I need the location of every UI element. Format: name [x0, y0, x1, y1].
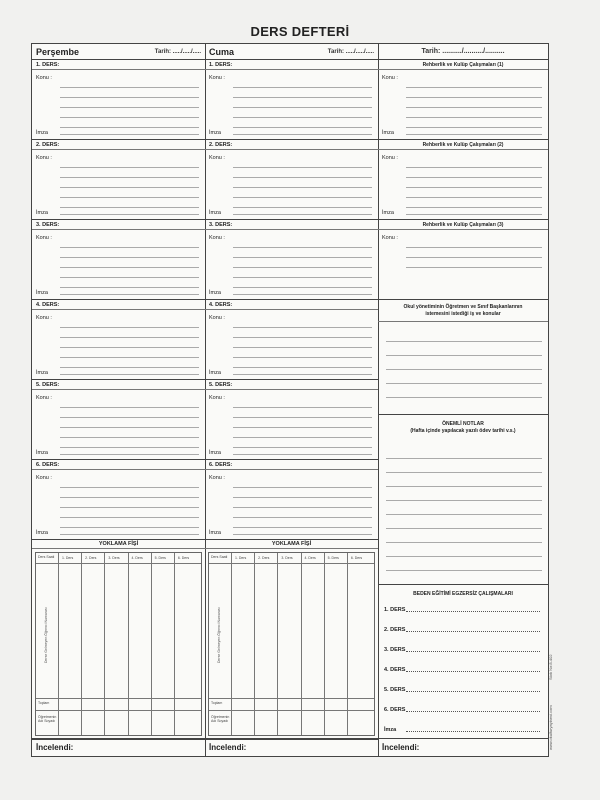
- write-line[interactable]: [60, 498, 199, 508]
- writing-lines[interactable]: [233, 478, 372, 528]
- signature-line[interactable]: [60, 294, 199, 295]
- attendance-cell[interactable]: [324, 710, 347, 736]
- date-field[interactable]: Tarih: ...../...../.....: [327, 48, 374, 55]
- lesson-number: 3. DERS:: [32, 220, 205, 230]
- column-header: 3. Ders: [108, 556, 120, 560]
- attendance-cell[interactable]: [324, 698, 347, 710]
- signature-line[interactable]: [60, 454, 199, 455]
- write-line[interactable]: [233, 408, 372, 418]
- column-header: 2. Ders: [258, 556, 270, 560]
- signature-line[interactable]: [233, 214, 372, 215]
- day-name: Perşembe: [36, 46, 80, 57]
- teacher-sign-label: Öğretmenin Adı Soyadı: [38, 715, 57, 723]
- date-field[interactable]: Tarih: ...../...../.....: [154, 48, 201, 55]
- attendance-cell[interactable]: [58, 698, 81, 710]
- write-line[interactable]: [60, 348, 199, 358]
- write-line[interactable]: [60, 248, 199, 258]
- attendance-cell[interactable]: [231, 563, 254, 698]
- column-header: 1. Ders: [62, 556, 74, 560]
- column-header: 2. Ders: [85, 556, 97, 560]
- pe-title: BEDEN EĞİTİMİ EGZERSİZ ÇALIŞMALARI: [413, 591, 513, 597]
- write-line[interactable]: [233, 188, 372, 198]
- konu-label: Konu :: [209, 315, 225, 321]
- attendance-cell[interactable]: [174, 563, 197, 698]
- lesson-block: [205, 380, 378, 460]
- attendance-cell[interactable]: [174, 710, 197, 736]
- pe-lesson-label: 1. DERS: [384, 607, 406, 613]
- admin-box-title: Okul yönetiminin Öğretmen ve Sınıf Başkanlarının istemesini istediği iş ve konular: [378, 300, 548, 322]
- write-line[interactable]: [233, 248, 372, 258]
- column-header: 5. Ders: [327, 556, 339, 560]
- write-line[interactable]: [60, 428, 199, 438]
- attendance-cell[interactable]: [58, 710, 81, 736]
- attendance-cell[interactable]: [301, 563, 324, 698]
- imza-label: İmza: [209, 370, 221, 376]
- signature-line[interactable]: [60, 534, 199, 535]
- write-line[interactable]: [60, 398, 199, 408]
- attendance-cell[interactable]: [104, 710, 127, 736]
- column-header: 1. Ders: [235, 556, 247, 560]
- konu-label: Konu :: [36, 155, 52, 161]
- guidance-box-2: [378, 140, 548, 220]
- write-line[interactable]: [60, 358, 199, 368]
- attendance-cell[interactable]: [104, 563, 127, 698]
- konu-label: Konu :: [209, 75, 225, 81]
- writing-lines[interactable]: [233, 398, 372, 448]
- write-line[interactable]: [60, 438, 199, 448]
- signature-line[interactable]: [233, 374, 372, 375]
- attendance-cell[interactable]: [81, 698, 104, 710]
- pe-imza-label: İmza: [384, 727, 397, 733]
- attendance-cell[interactable]: [277, 563, 300, 698]
- attendance-cell[interactable]: [254, 563, 277, 698]
- lesson-number: 4. DERS:: [205, 300, 378, 310]
- write-line[interactable]: [233, 258, 372, 268]
- signature-line[interactable]: [60, 134, 199, 135]
- imza-label: İmza: [382, 210, 394, 216]
- pe-dotted-line[interactable]: [406, 611, 540, 612]
- lesson-number: 2. DERS:: [205, 140, 378, 150]
- attendance-title: YOKLAMA FİŞİ: [32, 540, 205, 549]
- reviewed-label: İncelendi:: [32, 738, 205, 756]
- konu-label: Konu :: [36, 315, 52, 321]
- write-line[interactable]: [60, 278, 199, 288]
- attendance-cell[interactable]: [301, 698, 324, 710]
- imza-label: İmza: [36, 130, 48, 136]
- attendance-cell[interactable]: [174, 698, 197, 710]
- attendance-cell[interactable]: [277, 710, 300, 736]
- lesson-number: 5. DERS:: [205, 380, 378, 390]
- write-line[interactable]: [233, 338, 372, 348]
- pe-dotted-line[interactable]: [406, 631, 540, 632]
- write-line[interactable]: [233, 348, 372, 358]
- write-line[interactable]: [60, 328, 199, 338]
- write-line[interactable]: [60, 418, 199, 428]
- lesson-number: 6. DERS:: [205, 460, 378, 470]
- lesson-block: [32, 380, 205, 460]
- pe-lesson-label: 5. DERS: [384, 687, 406, 693]
- notes-column: [378, 44, 548, 756]
- write-line[interactable]: [233, 488, 372, 498]
- write-line[interactable]: [233, 498, 372, 508]
- imza-label: İmza: [209, 530, 221, 536]
- write-line[interactable]: [233, 518, 372, 528]
- imza-label: İmza: [36, 530, 48, 536]
- guidance-box-3: [378, 220, 548, 300]
- lesson-number: 3. DERS:: [205, 220, 378, 230]
- pe-lesson-row: [384, 687, 540, 693]
- attendance-cell[interactable]: [151, 563, 174, 698]
- write-line[interactable]: [233, 108, 372, 118]
- publisher-url: www.okulfuryayinevi.com: [548, 705, 553, 750]
- lesson-block: [32, 300, 205, 380]
- total-label: Toplam: [211, 701, 223, 705]
- write-line[interactable]: [60, 268, 199, 278]
- imza-label: İmza: [36, 450, 48, 456]
- attendance-cell[interactable]: [347, 698, 370, 710]
- write-line[interactable]: [60, 508, 199, 518]
- attendance-cell[interactable]: [104, 698, 127, 710]
- write-line[interactable]: [60, 408, 199, 418]
- write-line[interactable]: [60, 108, 199, 118]
- pe-lesson-row: [384, 607, 540, 613]
- konu-label: Konu :: [209, 395, 225, 401]
- reviewed-label: İncelendi:: [205, 738, 378, 756]
- column-header: 5. Ders: [154, 556, 166, 560]
- lesson-block: [32, 60, 205, 140]
- important-notes-box: [378, 415, 548, 585]
- write-line[interactable]: [60, 158, 199, 168]
- write-line[interactable]: [233, 178, 372, 188]
- lesson-number: 6. DERS:: [32, 460, 205, 470]
- attendance-cell[interactable]: [231, 698, 254, 710]
- writing-lines[interactable]: [233, 238, 372, 288]
- signature-line[interactable]: [233, 294, 372, 295]
- konu-label: Konu :: [382, 155, 398, 161]
- write-line[interactable]: [233, 98, 372, 108]
- write-line[interactable]: [60, 168, 199, 178]
- absent-students-label: Derse Gelmeyen Öğrenci Numarası: [44, 607, 48, 663]
- konu-label: Konu :: [36, 235, 52, 241]
- write-line[interactable]: [233, 438, 372, 448]
- day-column-thursday: [32, 44, 206, 756]
- write-line[interactable]: [233, 268, 372, 278]
- konu-label: Konu :: [36, 395, 52, 401]
- lesson-block: [32, 220, 205, 300]
- pe-exercise-box: [378, 585, 548, 740]
- lesson-block: [205, 60, 378, 140]
- attendance-title: YOKLAMA FİŞİ: [205, 540, 378, 549]
- write-line[interactable]: [233, 508, 372, 518]
- lesson-block: [205, 220, 378, 300]
- pe-lesson-row: [384, 707, 540, 713]
- column-header: 6. Ders: [350, 556, 363, 560]
- konu-label: Konu :: [209, 155, 225, 161]
- reviewed-label: İncelendi:: [378, 738, 548, 756]
- write-line[interactable]: [60, 238, 199, 248]
- lesson-number: 2. DERS:: [32, 140, 205, 150]
- imza-label: İmza: [209, 290, 221, 296]
- teacher-sign-label: Öğretmenin Adı Soyadı: [211, 715, 230, 723]
- attendance-grid: [35, 552, 202, 736]
- writing-lines[interactable]: [233, 158, 372, 208]
- day-header: [32, 44, 205, 60]
- konu-label: Konu :: [382, 235, 398, 241]
- attendance-cell[interactable]: [58, 563, 81, 698]
- write-line[interactable]: [60, 88, 199, 98]
- writing-lines[interactable]: [233, 78, 372, 128]
- write-line[interactable]: [233, 418, 372, 428]
- write-line[interactable]: [60, 118, 199, 128]
- attendance-cell[interactable]: [254, 710, 277, 736]
- admin-requests-box: [378, 300, 548, 415]
- corner-label: Ders Saati: [211, 555, 228, 559]
- attendance-cell[interactable]: [231, 710, 254, 736]
- column-header: 6. Ders: [177, 556, 190, 560]
- attendance-sheet: [32, 540, 205, 740]
- attendance-grid: [208, 552, 375, 736]
- write-line[interactable]: [233, 78, 372, 88]
- lesson-number: 1. DERS:: [205, 60, 378, 70]
- pe-lesson-label: 2. DERS: [384, 627, 406, 633]
- write-line[interactable]: [233, 198, 372, 208]
- pe-lesson-label: 6. DERS: [384, 707, 406, 713]
- writing-lines[interactable]: [233, 318, 372, 368]
- write-line[interactable]: [233, 118, 372, 128]
- imza-label: İmza: [36, 370, 48, 376]
- write-line[interactable]: [60, 178, 199, 188]
- attendance-cell[interactable]: [151, 698, 174, 710]
- write-line[interactable]: [60, 258, 199, 268]
- absent-students-label: Derse Gelmeyen Öğrenci Numarası: [217, 607, 221, 663]
- write-line[interactable]: [60, 518, 199, 528]
- write-line[interactable]: [233, 158, 372, 168]
- day-column-friday: [205, 44, 379, 756]
- writing-lines[interactable]: [60, 158, 199, 208]
- column-header: 4. Ders: [131, 556, 143, 560]
- pe-lesson-row: [384, 667, 540, 673]
- write-line[interactable]: [233, 278, 372, 288]
- guidance-title: Rehberlik ve Kulüp Çalışmaları (3): [378, 220, 548, 230]
- lesson-book-sheet: [31, 43, 549, 757]
- write-line[interactable]: [233, 168, 372, 178]
- pe-dotted-line[interactable]: [406, 691, 540, 692]
- write-line[interactable]: [233, 238, 372, 248]
- write-line[interactable]: [233, 88, 372, 98]
- write-line[interactable]: [60, 478, 199, 488]
- attendance-cell[interactable]: [254, 698, 277, 710]
- konu-label: Konu :: [36, 75, 52, 81]
- signature-line[interactable]: [406, 214, 542, 215]
- signature-line[interactable]: [406, 134, 542, 135]
- writing-lines[interactable]: [406, 78, 542, 128]
- pe-lesson-label: 4. DERS: [384, 667, 406, 673]
- pe-lesson-label: 3. DERS: [384, 647, 406, 653]
- write-line[interactable]: [233, 318, 372, 328]
- guidance-title: Rehberlik ve Kulüp Çalışmaları (2): [378, 140, 548, 150]
- write-line[interactable]: [60, 188, 199, 198]
- attendance-cell[interactable]: [347, 563, 370, 698]
- lesson-block: [205, 460, 378, 540]
- attendance-cell[interactable]: [128, 563, 151, 698]
- stock-number: Stok No:8-402: [548, 654, 553, 680]
- attendance-cell[interactable]: [151, 710, 174, 736]
- pe-dotted-line[interactable]: [406, 671, 540, 672]
- total-label: Toplam: [38, 701, 50, 705]
- write-line[interactable]: [233, 428, 372, 438]
- write-line[interactable]: [60, 338, 199, 348]
- imza-label: İmza: [382, 130, 394, 136]
- pe-lesson-row: [384, 647, 540, 653]
- writing-lines[interactable]: [406, 238, 542, 268]
- attendance-cell[interactable]: [128, 710, 151, 736]
- konu-label: Konu :: [36, 475, 52, 481]
- lesson-number: 4. DERS:: [32, 300, 205, 310]
- pe-dotted-line[interactable]: [406, 651, 540, 652]
- attendance-cell[interactable]: [81, 563, 104, 698]
- write-line[interactable]: [233, 478, 372, 488]
- write-line[interactable]: [233, 328, 372, 338]
- attendance-cell[interactable]: [301, 710, 324, 736]
- writing-lines[interactable]: [60, 398, 199, 448]
- konu-label: Konu :: [209, 235, 225, 241]
- write-line[interactable]: [233, 398, 372, 408]
- corner-label: Ders Saati: [38, 555, 55, 559]
- imza-label: İmza: [36, 290, 48, 296]
- writing-lines[interactable]: [60, 238, 199, 288]
- konu-label: Konu :: [209, 475, 225, 481]
- attendance-cell[interactable]: [128, 698, 151, 710]
- imza-label: İmza: [36, 210, 48, 216]
- konu-label: Konu :: [382, 75, 398, 81]
- attendance-cell[interactable]: [347, 710, 370, 736]
- signature-line[interactable]: [60, 374, 199, 375]
- notes-title: ÖNEMLİ NOTLAR: [442, 421, 484, 427]
- write-line[interactable]: [60, 318, 199, 328]
- lesson-number: 5. DERS:: [32, 380, 205, 390]
- notes-date-header: [378, 44, 548, 60]
- lesson-number: 1. DERS:: [32, 60, 205, 70]
- writing-lines[interactable]: [60, 78, 199, 128]
- page-title: DERS DEFTERİ: [250, 24, 350, 39]
- write-line[interactable]: [60, 98, 199, 108]
- pe-lesson-row: [384, 627, 540, 633]
- pe-imza-row: [384, 727, 540, 733]
- day-header: [205, 44, 378, 60]
- signature-line[interactable]: [233, 534, 372, 535]
- writing-lines[interactable]: [386, 445, 542, 571]
- date-field[interactable]: Tarih: ........../........../..........: [421, 48, 505, 55]
- write-line[interactable]: [60, 198, 199, 208]
- signature-line[interactable]: [233, 134, 372, 135]
- writing-lines[interactable]: [60, 478, 199, 528]
- write-line[interactable]: [60, 78, 199, 88]
- signature-line[interactable]: [60, 214, 199, 215]
- column-header: 4. Ders: [304, 556, 316, 560]
- pe-signature-line[interactable]: [406, 731, 540, 732]
- attendance-sheet: [205, 540, 378, 740]
- lesson-block: [205, 140, 378, 220]
- signature-line[interactable]: [233, 454, 372, 455]
- guidance-box-1: [378, 60, 548, 140]
- lesson-block: [32, 460, 205, 540]
- notes-subtitle: (Hafta içinde yapılacak yazılı ödev tarihi v.s.): [410, 428, 516, 434]
- writing-lines[interactable]: [386, 328, 542, 398]
- day-name: Cuma: [209, 46, 235, 57]
- imza-label: İmza: [209, 210, 221, 216]
- lesson-block: [32, 140, 205, 220]
- imza-label: İmza: [209, 130, 221, 136]
- writing-lines[interactable]: [60, 318, 199, 368]
- column-header: 3. Ders: [281, 556, 293, 560]
- guidance-title: Rehberlik ve Kulüp Çalışmaları (1): [378, 60, 548, 70]
- imza-label: İmza: [209, 450, 221, 456]
- attendance-cell[interactable]: [277, 698, 300, 710]
- write-line[interactable]: [233, 358, 372, 368]
- attendance-cell[interactable]: [81, 710, 104, 736]
- write-line[interactable]: [60, 488, 199, 498]
- lesson-block: [205, 300, 378, 380]
- pe-dotted-line[interactable]: [406, 711, 540, 712]
- attendance-cell[interactable]: [324, 563, 347, 698]
- writing-lines[interactable]: [406, 158, 542, 208]
